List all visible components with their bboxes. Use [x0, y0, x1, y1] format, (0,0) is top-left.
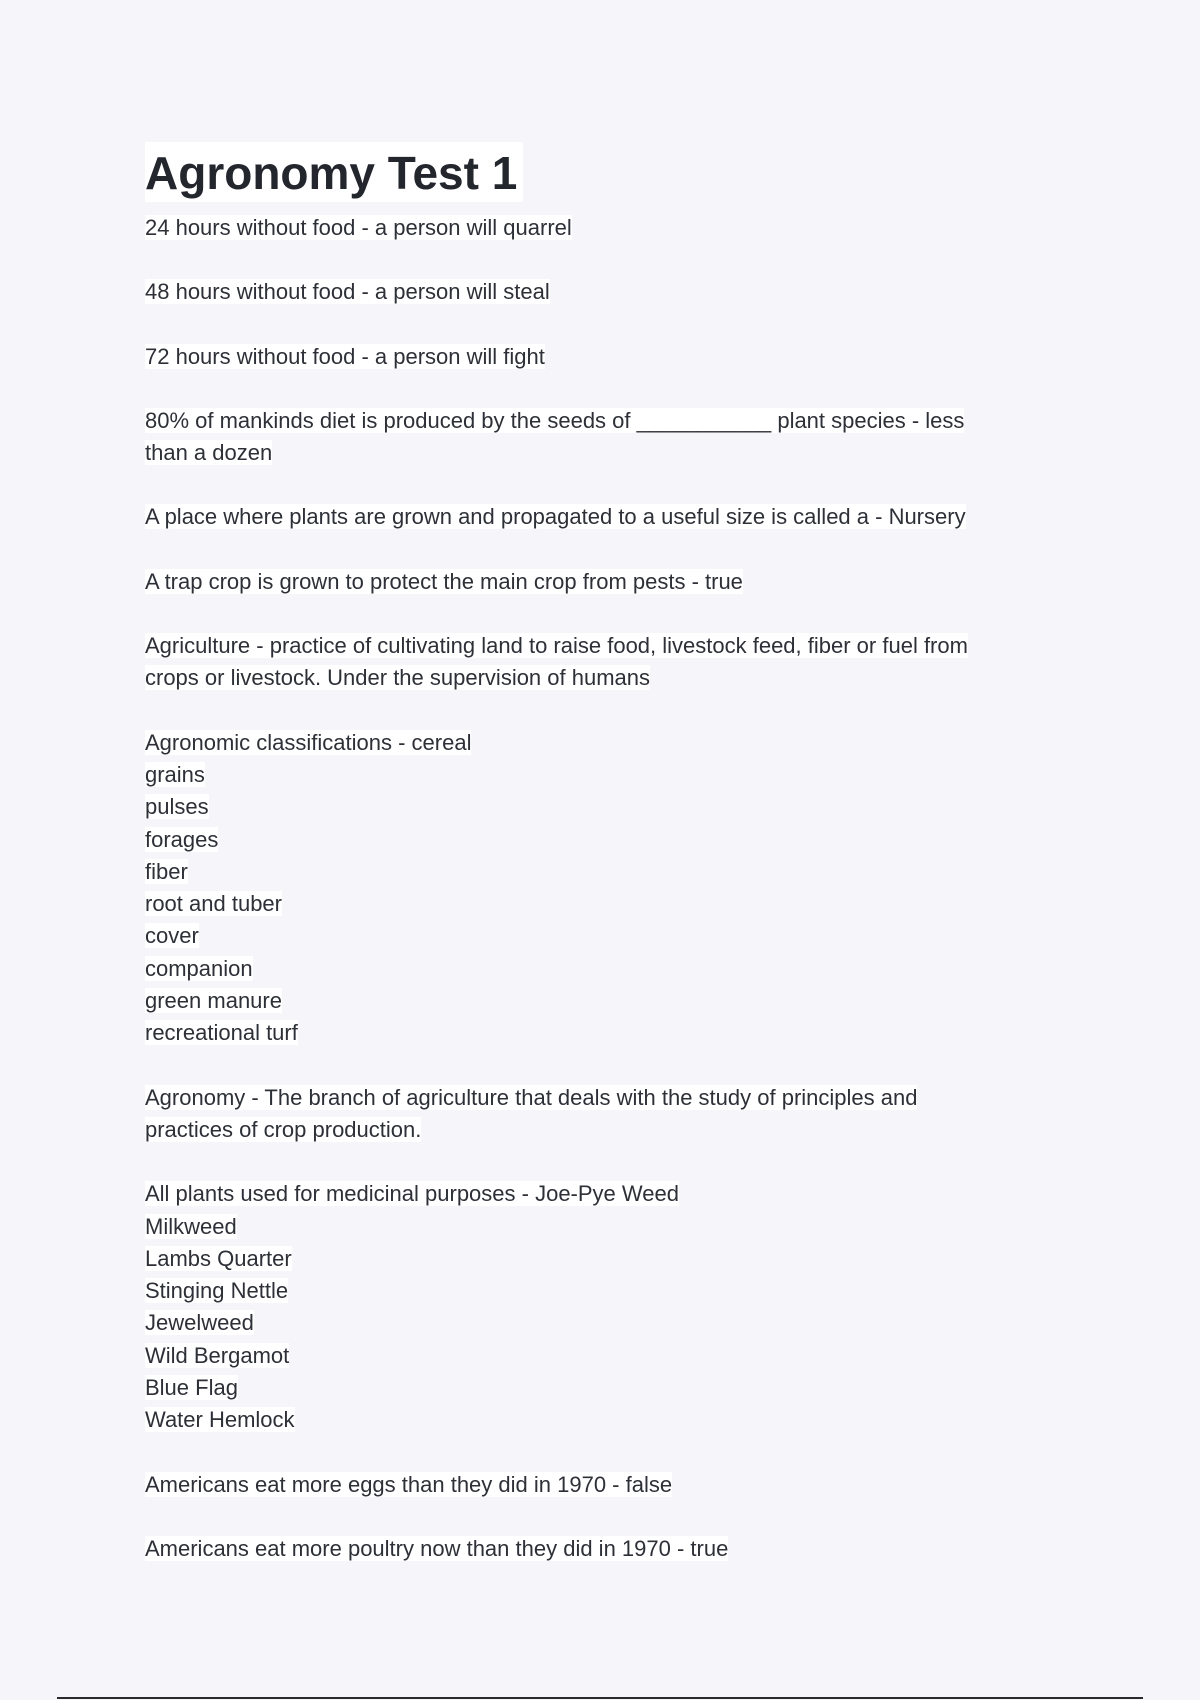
flashcard-entry	[145, 1469, 1065, 1501]
entry-text: Agronomic classifications - cereal	[145, 729, 472, 755]
entry-continuation-line	[145, 1114, 1065, 1146]
entry-text: practices of crop production.	[145, 1116, 422, 1142]
entry-text: cover	[145, 923, 199, 949]
flashcard-entry	[145, 1082, 1065, 1147]
entry-term-line	[145, 566, 1065, 598]
flashcard-entry	[145, 276, 1065, 308]
entry-text: 72 hours without food - a person will fight	[145, 343, 545, 369]
page-bottom-divider	[57, 1697, 1143, 1699]
entry-text: Lambs Quarter	[145, 1245, 292, 1271]
entry-continuation-line	[145, 1211, 1065, 1243]
entry-continuation-line	[145, 662, 1065, 694]
entry-text: Agriculture - practice of cultivating land to raise food, livestock feed, fiber or fuel from	[145, 633, 968, 659]
flashcard-entry	[145, 501, 1065, 533]
entry-term-line	[145, 405, 1065, 437]
entry-text: Americans eat more eggs than they did in 1970 - false	[145, 1471, 673, 1497]
entry-continuation-line	[145, 1275, 1065, 1307]
flashcard-entry	[145, 630, 1065, 695]
entry-text: crops or livestock. Under the supervision of humans	[145, 665, 651, 691]
entry-text: A place where plants are grown and propagated to a useful size is called a - Nursery	[145, 504, 966, 530]
entry-continuation-line	[145, 791, 1065, 823]
entry-continuation-line	[145, 759, 1065, 791]
entry-term-line	[145, 1469, 1065, 1501]
entry-text: Stinging Nettle	[145, 1278, 289, 1304]
entry-text: companion	[145, 955, 253, 981]
entry-continuation-line	[145, 1307, 1065, 1339]
entry-term-line	[145, 501, 1065, 533]
entry-continuation-line	[145, 1340, 1065, 1372]
entry-text: forages	[145, 826, 219, 852]
entry-term-line	[145, 630, 1065, 662]
flashcard-entry	[145, 212, 1065, 244]
entry-text: than a dozen	[145, 440, 273, 466]
entry-term-line	[145, 276, 1065, 308]
entry-term-line	[145, 1082, 1065, 1114]
flashcard-list	[145, 212, 1065, 1565]
entry-term-line	[145, 212, 1065, 244]
entry-text: Blue Flag	[145, 1375, 238, 1401]
flashcard-entry	[145, 341, 1065, 373]
entry-text: pulses	[145, 794, 209, 820]
page-title: Agronomy Test 1	[145, 142, 523, 202]
entry-text: 48 hours without food - a person will steal	[145, 279, 550, 305]
entry-continuation-line	[145, 1017, 1065, 1049]
entry-text: Agronomy - The branch of agriculture that deals with the study of principles and	[145, 1084, 918, 1110]
entry-text: Jewelweed	[145, 1310, 254, 1336]
flashcard-entry	[145, 566, 1065, 598]
entry-term-line	[145, 1533, 1065, 1565]
entry-continuation-line	[145, 1404, 1065, 1436]
entry-continuation-line	[145, 856, 1065, 888]
entry-continuation-line	[145, 920, 1065, 952]
flashcard-entry	[145, 405, 1065, 470]
entry-continuation-line	[145, 953, 1065, 985]
entry-text: 80% of mankinds diet is produced by the seeds of ___________ plant species - less	[145, 407, 965, 433]
entry-continuation-line	[145, 1372, 1065, 1404]
entry-text: Wild Bergamot	[145, 1342, 290, 1368]
entry-term-line	[145, 727, 1065, 759]
entry-text: recreational turf	[145, 1020, 298, 1046]
entry-text: A trap crop is grown to protect the main crop from pests - true	[145, 568, 743, 594]
entry-text: green manure	[145, 988, 282, 1014]
entry-text: All plants used for medicinal purposes - Joe-Pye Weed	[145, 1181, 679, 1207]
entry-text: Water Hemlock	[145, 1407, 295, 1433]
entry-text: grains	[145, 761, 205, 787]
entry-continuation-line	[145, 888, 1065, 920]
flashcard-entry	[145, 1178, 1065, 1436]
entry-continuation-line	[145, 1243, 1065, 1275]
entry-text: root and tuber	[145, 891, 282, 917]
document-page	[145, 142, 1065, 1565]
flashcard-entry	[145, 727, 1065, 1050]
entry-continuation-line	[145, 824, 1065, 856]
entry-continuation-line	[145, 437, 1065, 469]
entry-term-line	[145, 1178, 1065, 1210]
entry-text: fiber	[145, 858, 188, 884]
flashcard-entry	[145, 1533, 1065, 1565]
entry-text: Milkweed	[145, 1213, 237, 1239]
entry-term-line	[145, 341, 1065, 373]
entry-text: 24 hours without food - a person will quarrel	[145, 215, 572, 240]
entry-continuation-line	[145, 985, 1065, 1017]
entry-text: Americans eat more poultry now than they did in 1970 - true	[145, 1535, 729, 1561]
